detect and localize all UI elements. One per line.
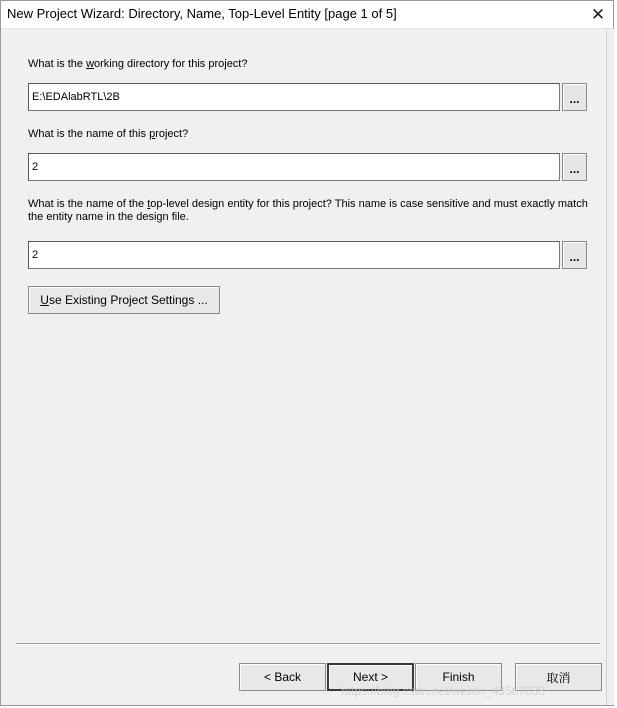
back-button[interactable]: < Back — [239, 663, 326, 691]
close-icon[interactable]: ✕ — [590, 4, 606, 24]
use-existing-project-settings-button[interactable]: U se Existing Project Settings ... — [28, 286, 220, 314]
project-name-browse-button[interactable]: ... — [562, 153, 587, 181]
scrollbar-edge — [606, 29, 614, 705]
title-bar — [1, 1, 613, 29]
project-name-input[interactable] — [28, 153, 560, 181]
working-directory-browse-button[interactable]: ... — [562, 83, 587, 111]
watermark-text: https://blog.csdn.net/weixin_43567033 — [341, 684, 546, 698]
footer-separator — [16, 643, 600, 645]
top-level-entity-browse-button[interactable]: ... — [562, 241, 587, 269]
project-name-label: What is the name of this project? — [28, 128, 189, 140]
working-directory-label: What is the working directory for this project? — [28, 58, 248, 70]
cancel-button[interactable]: 取消 — [515, 663, 602, 691]
dialog-title: New Project Wizard: Directory, Name, Top-Level Entity [page 1 of 5] — [7, 6, 397, 21]
next-button[interactable]: Next > — [327, 663, 414, 691]
top-level-entity-input[interactable] — [28, 241, 560, 269]
finish-button[interactable]: Finish — [415, 663, 502, 691]
working-directory-input[interactable] — [28, 83, 560, 111]
top-level-entity-label: What is the name of the top-level design entity for this project? This name is case sensitive and must exactly match the entity name in the design file. — [28, 198, 588, 223]
